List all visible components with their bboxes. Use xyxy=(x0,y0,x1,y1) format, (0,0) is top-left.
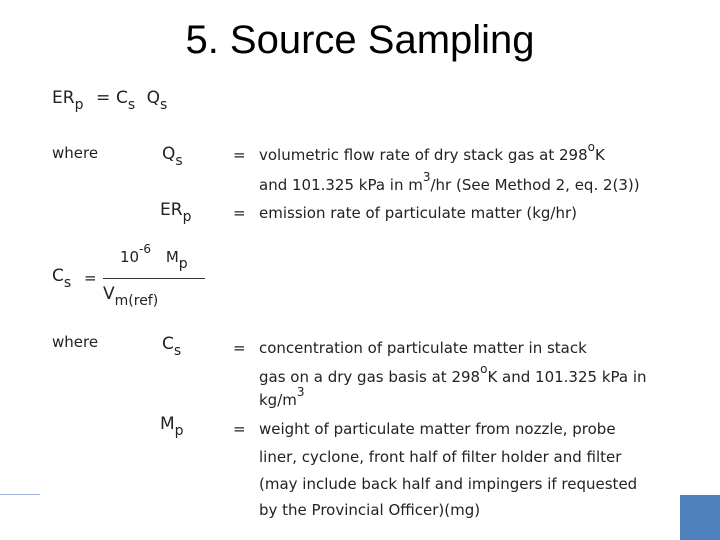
er-definition: emission rate of particulate matter (kg/hr) xyxy=(259,204,578,222)
eq1-lhs-symbol: ER xyxy=(52,88,75,108)
mp-definition-line2: liner, cyclone, front half of filter holder and filter xyxy=(259,448,622,466)
where1-er-symbol xyxy=(160,200,192,225)
eq2-den-subscript: m(ref) xyxy=(114,293,159,309)
eq2-equals: = xyxy=(84,269,97,287)
qs-subscript: s xyxy=(175,153,183,169)
eq2-num-m-subscript: p xyxy=(178,256,188,272)
eq1-lhs-subscript: p xyxy=(74,97,84,113)
eq1-q-subscript: s xyxy=(159,97,168,113)
qs-exponent: 3 xyxy=(422,170,431,184)
cs-degree: o xyxy=(480,362,488,376)
cs-definition-line1: concentration of particulate matter in stack xyxy=(259,339,587,357)
cs-symbol: C xyxy=(162,334,174,354)
cs-definition-line2 xyxy=(259,362,647,386)
where2-label: where xyxy=(52,333,99,351)
mp-symbol: M xyxy=(160,414,175,434)
eq2-num-exponent: -6 xyxy=(139,242,152,256)
eq1-c-symbol: C xyxy=(116,88,128,108)
qs-definition-line2 xyxy=(259,170,640,194)
where2-cs-equals: = xyxy=(233,339,246,357)
eq2-numerator xyxy=(120,242,188,272)
mp-definition-line4: by the Provincial Officer)(mg) xyxy=(259,501,481,519)
eq2-fraction-bar xyxy=(103,278,205,279)
er-subscript: p xyxy=(182,209,192,225)
qs-def-text1: volumetric flow rate of dry stack gas at 298 xyxy=(259,146,588,164)
mp-subscript: p xyxy=(174,423,184,439)
slide-accent-line xyxy=(0,494,40,495)
where2-mp-equals: = xyxy=(233,420,246,438)
eq2-lhs-symbol: C xyxy=(52,266,64,286)
where2-cs-symbol xyxy=(162,334,182,359)
qs-def-text2a: and 101.325 kPa in m xyxy=(259,176,423,194)
eq1-c-subscript: s xyxy=(127,97,136,113)
cs-exponent: 3 xyxy=(296,385,305,399)
eq1-q-symbol: Q xyxy=(146,88,160,108)
cs-subscript: s xyxy=(173,343,182,359)
eq2-den-v: V xyxy=(103,284,115,304)
eq2-lhs xyxy=(52,266,72,291)
eq2-denominator xyxy=(103,284,159,309)
eq1-rhs xyxy=(116,88,168,113)
cs-def-text2a: gas on a dry gas basis at 298 xyxy=(259,368,481,386)
where1-label: where xyxy=(52,144,99,162)
qs-degree: o xyxy=(587,140,595,154)
cs-def-text2b: K and 101.325 kPa in xyxy=(487,368,647,386)
slide-title: 5. Source Sampling xyxy=(185,18,535,62)
slide-accent-block xyxy=(680,495,720,540)
mp-definition-line3: (may include back half and impingers if requested xyxy=(259,475,638,493)
mp-definition-line1: weight of particulate matter from nozzle, probe xyxy=(259,420,616,438)
cs-def-text3: kg/m xyxy=(259,391,297,409)
er-symbol: ER xyxy=(160,200,183,220)
eq2-num-m: M xyxy=(165,248,179,266)
qs-def-text2b: /hr (See Method 2, eq. 2(3)) xyxy=(430,176,640,194)
qs-symbol: Q xyxy=(162,144,176,164)
eq1-equals: = xyxy=(96,88,111,108)
eq1-lhs xyxy=(52,88,84,113)
where1-er-equals: = xyxy=(233,204,246,222)
qs-unit: K xyxy=(594,146,605,164)
cs-definition-line3 xyxy=(259,385,305,409)
where2-mp-symbol xyxy=(160,414,184,439)
where1-qs-equals: = xyxy=(233,146,246,164)
eq2-lhs-subscript: s xyxy=(63,275,72,291)
where1-qs-symbol xyxy=(162,144,183,169)
qs-definition-line1 xyxy=(259,140,605,164)
eq2-num-coefficient: 10 xyxy=(120,248,140,266)
